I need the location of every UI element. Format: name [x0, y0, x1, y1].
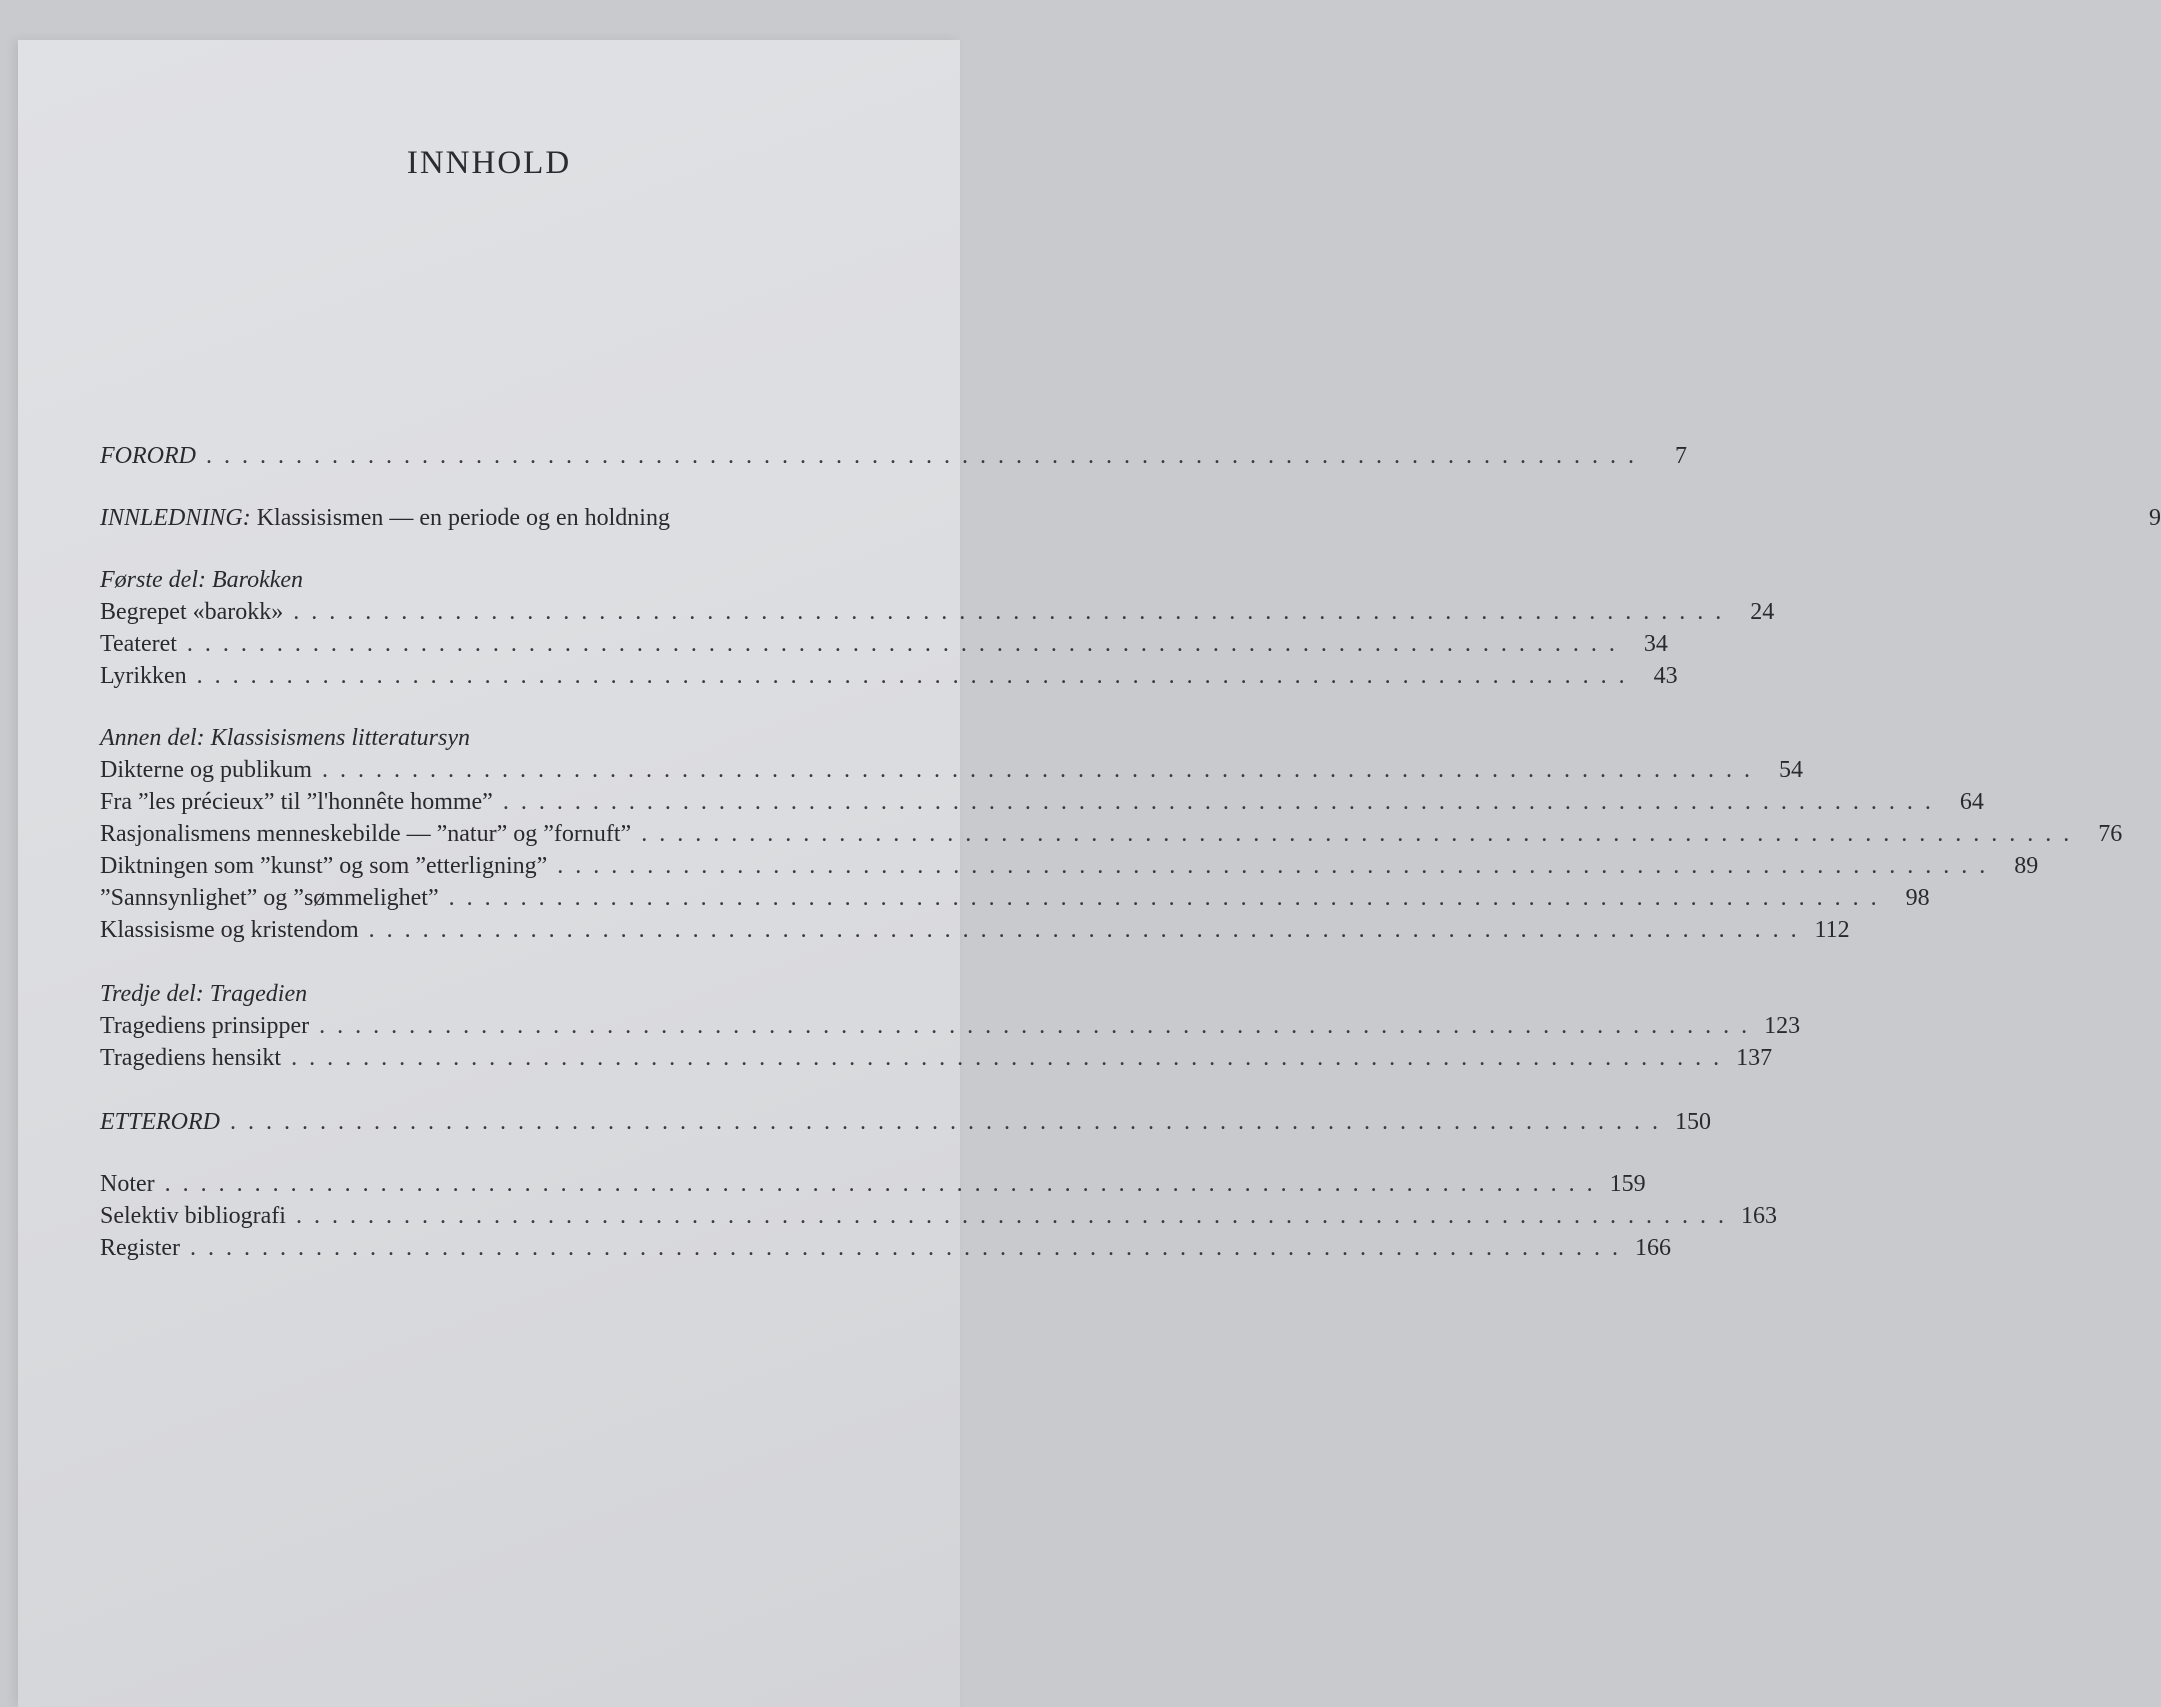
- toc-entry: [100, 752, 1803, 788]
- toc-entry-page: 166: [1634, 1235, 1671, 1261]
- toc-entry: [100, 594, 1775, 630]
- toc-entry-label: ”Sannsynlighet” og ”sømmelighet”: [100, 885, 439, 911]
- toc-entry: [100, 784, 1984, 820]
- toc-entry-label-prefix: INNLEDNING:: [100, 505, 251, 531]
- toc-entry: [100, 1008, 1801, 1044]
- page-title: INNHOLD: [406, 145, 572, 181]
- toc-entry-page: 112: [1814, 917, 1850, 943]
- toc-entry: [100, 880, 1930, 916]
- leader-dots: . . . . . . . . . . . . . . . . . . . . . . . . . . . . . . . . . . . . . . . . . . . . . . . . . . . . . . . . . . . . . . . . . . . . . . . . . . . . . . . .: [164, 1171, 1596, 1197]
- leader-dots: . . . . . . . . . . . . . . . . . . . . . . . . . . . . . . . . . . . . . . . . . . . . . . . . . . . . . . . . . . . . . . . . . . . . . . . . . . . . . . . .: [196, 663, 1628, 689]
- toc-entry-label: Register: [100, 1235, 180, 1261]
- leader-dots: . . . . . . . . . . . . . . . . . . . . . . . . . . . . . . . . . . . . . . . . . . . . . . . . . . . . . . . . . . . . . . . . . . . . . . . . . . . . . . . .: [502, 789, 1934, 815]
- toc-entry-page: 98: [1905, 885, 1930, 911]
- toc-entry-page: 76: [2098, 821, 2123, 847]
- toc-entry-label-text: Klassisismen — en periode og en holdning: [256, 505, 670, 531]
- toc-entry-page: 54: [1778, 757, 1803, 783]
- toc-entry-page: 64: [1959, 789, 1984, 815]
- toc-entry-label: FORORD: [100, 443, 196, 469]
- toc-entry-innledning: [100, 500, 2161, 536]
- toc-entry-label: Noter: [100, 1171, 155, 1197]
- toc-entry: [100, 1040, 1773, 1076]
- toc-entry-label: Teateret: [100, 631, 177, 657]
- toc-entry-label: Tragediens prinsipper: [100, 1013, 310, 1039]
- toc-entry-label: Rasjonalismens menneskebilde — ”natur” og ”fornuft”: [100, 821, 632, 847]
- leader-dots: . . . . . . . . . . . . . . . . . . . . . . . . . . . . . . . . . . . . . . . . . . . . . . . . . . . . . . . . . . . . . . . . . . . . . . . . . . . . . . . .: [557, 853, 1989, 879]
- toc-entry-page: 9: [2148, 505, 2161, 531]
- toc-entry-etterord: [100, 1104, 1711, 1140]
- leader-dots: . . . . . . . . . . . . . . . . . . . . . . . . . . . . . . . . . . . . . . . . . . . . . . . . . . . . . . . . . . . . . . . . . . . . . . . . . . . . . . . .: [293, 599, 1725, 625]
- toc-entry-page: 123: [1764, 1013, 1801, 1039]
- toc-entry: [100, 626, 1668, 662]
- toc-entry-label: Lyrikken: [100, 663, 187, 689]
- toc-entry-page: 43: [1653, 663, 1678, 689]
- toc-entry-label: Dikterne og publikum: [100, 757, 312, 783]
- toc-entry: [100, 1198, 1777, 1234]
- toc-entry-page: 159: [1609, 1171, 1646, 1197]
- section-heading-del2: Annen del: Klassisismens litteratursyn: [100, 725, 470, 751]
- leader-dots: . . . . . . . . . . . . . . . . . . . . . . . . . . . . . . . . . . . . . . . . . . . . . . . . . . . . . . . . . . . . . . . . . . . . . . . . . . . . . . . .: [189, 1235, 1621, 1261]
- toc-entry: [100, 1230, 1671, 1266]
- toc-entry-forord: [100, 438, 1687, 474]
- toc-entry-label: Fra ”les précieux” til ”l'honnête homme”: [100, 789, 493, 815]
- toc-entry-label: Selektiv bibliografi: [100, 1203, 286, 1229]
- toc-entry-page: 24: [1750, 599, 1775, 625]
- toc-entry-label: Begrepet «barokk»: [100, 599, 284, 625]
- toc-entry-page: 137: [1736, 1045, 1773, 1071]
- toc-entry-page: 163: [1740, 1203, 1777, 1229]
- toc-entry-page: 150: [1675, 1109, 1711, 1135]
- toc-entry: [100, 912, 1850, 948]
- leader-dots: . . . . . . . . . . . . . . . . . . . . . . . . . . . . . . . . . . . . . . . . . . . . . . . . . . . . . . . . . . . . . . . . . . . . . . . . . . . . . . . .: [368, 917, 1800, 943]
- toc-entry-page: 89: [2014, 853, 2039, 879]
- toc-entry-label: ETTERORD: [100, 1109, 220, 1135]
- section-heading-del1: Første del: Barokken: [100, 567, 304, 593]
- book-page: [18, 40, 2161, 1707]
- leader-dots: . . . . . . . . . . . . . . . . . . . . . . . . . . . . . . . . . . . . . . . . . . . . . . . . . . . . . . . . . . . . . . . . . . . . . . . . . . . . . . . .: [186, 631, 1618, 657]
- leader-dots: . . . . . . . . . . . . . . . . . . . . . . . . . . . . . . . . . . . . . . . . . . . . . . . . . . . . . . . . . . . . . . . . . . . . . . . . . . . . . . . .: [205, 443, 1637, 469]
- toc-entry-label: Diktningen som ”kunst” og som ”etterligning”: [100, 853, 548, 879]
- leader-dots: . . . . . . . . . . . . . . . . . . . . . . . . . . . . . . . . . . . . . . . . . . . . . . . . . . . . . . . . . . . . . . . . . . . . . . . . . . . . . . . .: [295, 1203, 1727, 1229]
- leader-dots: . . . . . . . . . . . . . . . . . . . . . . . . . . . . . . . . . . . . . . . . . . . . . . . . . . . . . . . . . . . . . . . . . . . . . . . . . . . . . . . .: [291, 1045, 1723, 1071]
- toc-entry-page: 34: [1643, 631, 1668, 657]
- leader-dots: . . . . . . . . . . . . . . . . . . . . . . . . . . . . . . . . . . . . . . . . . . . . . . . . . . . . . . . . . . . . . . . . . . . . . . . . . . . . . . . .: [319, 1013, 1751, 1039]
- leader-dots: . . . . . . . . . . . . . . . . . . . . . . . . . . . . . . . . . . . . . . . . . . . . . . . . . . . . . . . . . . . . . . . . . . . . . . . . . . . . . . . .: [321, 757, 1753, 783]
- section-heading-del3: Tredje del: Tragedien: [100, 981, 308, 1007]
- leader-dots: . . . . . . . . . . . . . . . . . . . . . . . . . . . . . . . . . . . . . . . . . . . . . . . . . . . . . . . . . . . . . . . . . . . . . . . . . . . . . . . .: [448, 885, 1880, 911]
- toc-entry-page: 7: [1674, 443, 1687, 469]
- toc-entry-label: Klassisisme og kristendom: [100, 917, 359, 943]
- leader-dots: . . . . . . . . . . . . . . . . . . . . . . . . . . . . . . . . . . . . . . . . . . . . . . . . . . . . . . . . . . . . . . . . . . . . . . . . . . . . . . . .: [641, 821, 2073, 847]
- toc-entry-label: [100, 500, 670, 536]
- toc-entry-label: Tragediens hensikt: [100, 1045, 282, 1071]
- toc-entry: [100, 816, 2123, 852]
- leader-dots: . . . . . . . . . . . . . . . . . . . . . . . . . . . . . . . . . . . . . . . . . . . . . . . . . . . . . . . . . . . . . . . . . . . . . . . . . . . . . . . .: [230, 1109, 1661, 1135]
- toc-entry: [100, 1166, 1646, 1202]
- toc-entry: [100, 848, 2039, 884]
- toc-entry: [100, 658, 1678, 694]
